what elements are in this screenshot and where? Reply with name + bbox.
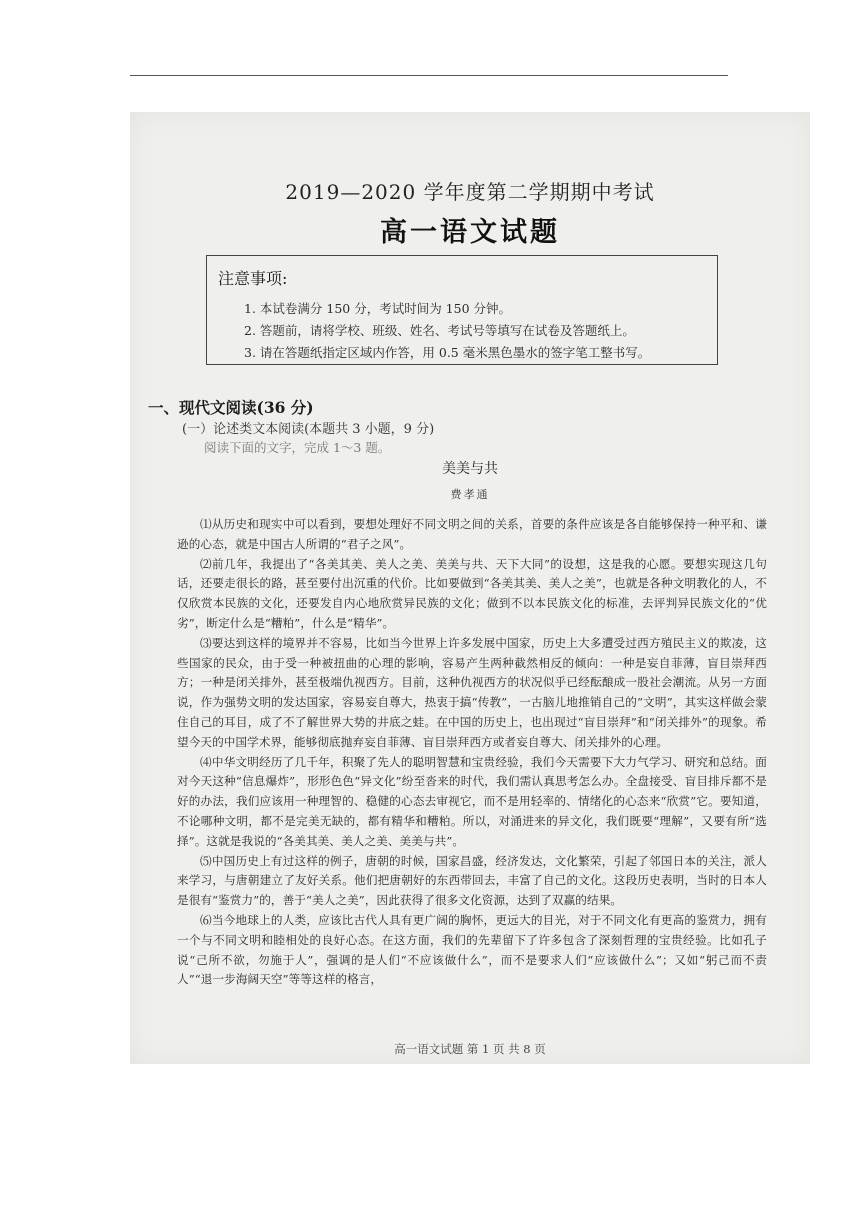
notice-title: 注意事项: xyxy=(218,269,288,288)
article-paragraph: ⑷中华文明经历了几千年，积聚了先人的聪明智慧和宝贵经验，我们今天需要下大力气学习、研究和总结。面对今天这种“信息爆炸”，形形色色“异文化”纷至沓来的时代，我们需认真思考怎么办。全盘接受、盲目排斥都不是好的办法，我们应该用一种理智的、稳健的心态去审视它，而不是用轻率的、情绪化的心态来“欣赏”它。要知道，不论哪种文明，都不是完美无缺的，都有精华和糟粕。所以，对涌进来的异文化，我们既要“理解”，又要有所“选择”。这就是我说的“各美其美、美人之美、美美与共”。 xyxy=(177,754,767,848)
subsection-heading: (一）论述类文本阅读(本题共 3 小题，9 分) xyxy=(182,422,435,437)
article-author: 费孝通 xyxy=(450,488,490,501)
notice-list xyxy=(244,298,650,364)
notice-box xyxy=(206,255,718,365)
notice-item: 3. 请在答题纸指定区域内作答，用 0.5 毫米黑色墨水的签字笔工整书写。 xyxy=(244,345,651,360)
article-paragraph: ⑵前几年，我提出了“各美其美、美人之美、美美与共、天下大同”的设想，这是我的心愿。要想实现这几句话，还要走很长的路，甚至要付出沉重的代价。比如要做到“各美其美、美人之美”，也就是各种文明教化的人，不仅欣赏本民族的文化，还要发自内心地欣赏异民族的文化；做到不以本民族文化的标准，去评判异民族文化的“优劣”，断定什么是“糟粕”，什么是“精华”。 xyxy=(177,556,767,630)
reading-instruction: 阅读下面的文字，完成 1～3 题。 xyxy=(204,440,391,455)
article-paragraph: ⑸中国历史上有过这样的例子，唐朝的时候，国家昌盛，经济发达，文化繁荣，引起了邻国日本的关注，派人来学习，与唐朝建立了友好关系。他们把唐朝好的东西带回去，丰富了自己的文化。这段历史表明，当时的日本人是很有“鉴赏力”的，善于“美人之美”，因此获得了很多文化资源，达到了双赢的结果。 xyxy=(177,853,767,908)
article-title: 美美与共 xyxy=(442,461,498,477)
notice-item: 1. 本试卷满分 150 分，考试时间为 150 分钟。 xyxy=(244,301,512,316)
exam-title: 高一语文试题 xyxy=(380,217,560,248)
scanned-exam-page xyxy=(130,112,810,1064)
top-rule xyxy=(130,75,728,76)
article-body xyxy=(177,515,767,990)
page-footer: 高一语文试题 第 1 页 共 8 页 xyxy=(394,1042,546,1056)
article-paragraph: ⑴从历史和现实中可以看到，要想处理好不同文明之间的关系，首要的条件应该是各自能够保持一种平和、谦逊的心态，就是中国古人所谓的“君子之风”。 xyxy=(177,517,767,551)
article-paragraph: ⑹当今地球上的人类，应该比古代人具有更广阔的胸怀，更远大的目光，对于不同文化有更高的鉴赏力，拥有一个与不同文明和睦相处的良好心态。在这方面，我们的先辈留下了许多包含了深刻哲理的宝贵经验。比如孔子说“己所不欲，勿施于人”，强调的是人们“不应该做什么”，而不是要求人们“应该做什么”；又如“躬己而不责人”“退一步海阔天空”等等这样的格言， xyxy=(177,912,767,987)
exam-year-line: 2019—2020 学年度第二学期期中考试 xyxy=(285,180,655,204)
notice-item: 2. 答题前，请将学校、班级、姓名、考试号等填写在试卷及答题纸上。 xyxy=(244,323,635,338)
article-paragraph: ⑶要达到这样的境界并不容易，比如当今世界上许多发展中国家，历史上大多遭受过西方殖民主义的欺凌，这些国家的民众，由于受一种被扭曲的心理的影响，容易产生两种截然相反的倾向：一种是妄自菲薄，盲目崇拜西方；一种是闭关排外，甚至极端仇视西方。目前，这种仇视西方的状况似乎已经酝酿成一股社会潮流。从另一方面说，作为强势文明的发达国家，容易妄自尊大，热衷于搞“传教”，一古脑儿地推销自己的“文明”，其实这样做会蒙住自己的耳目，成了不了解世界大势的井底之蛙。在中国的历史上，也出现过“盲目崇拜”和“闭关排外”的现象。希望今天的中国学术界，能够彻底抛弃妄自菲薄、盲目崇拜西方或者妄自尊大、闭关排外的心理。 xyxy=(177,635,767,749)
section-heading: 一、现代文阅读(36 分) xyxy=(148,398,314,417)
